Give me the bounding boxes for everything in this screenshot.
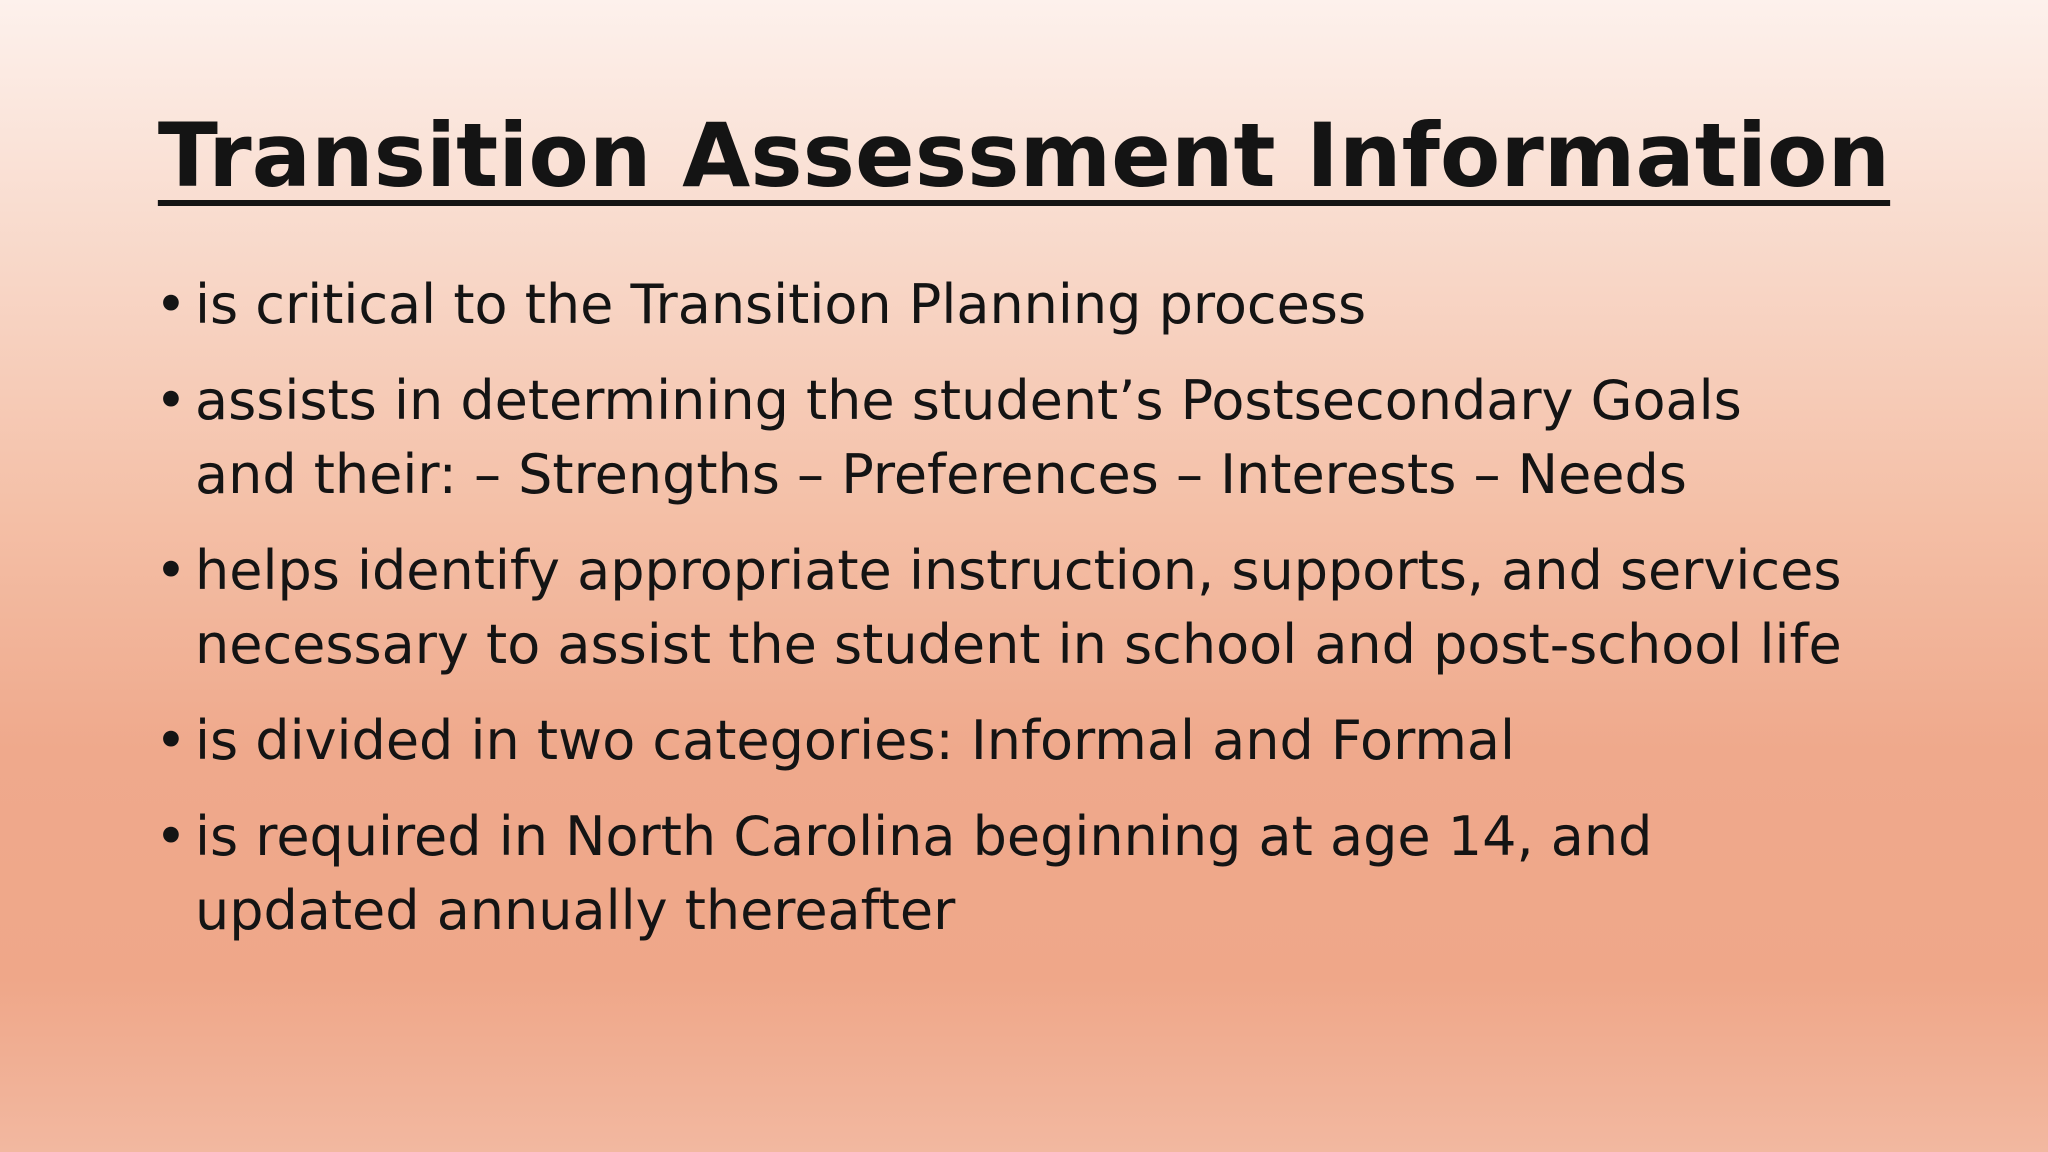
bullet-item: [155, 704, 1855, 778]
bullet-list: [155, 268, 1855, 970]
bullet-text: is required in North Carolina beginning at age 14, and updated annually thereafter: [195, 805, 1653, 942]
bullet-item: [155, 268, 1855, 342]
bullet-text: helps identify appropriate instruction, supports, and services necessary to assist the student in school and post-school life: [195, 539, 1842, 676]
bullet-dot-icon: •: [155, 709, 187, 772]
slide-title: [0, 104, 2048, 207]
bullet-dot-icon: •: [155, 539, 187, 602]
bullet-dot-icon: •: [155, 273, 187, 336]
bullet-item: [155, 534, 1855, 682]
bullet-item: [155, 800, 1855, 948]
bullet-item: [155, 364, 1855, 512]
bullet-text: is critical to the Transition Planning process: [195, 273, 1367, 336]
slide-title-text: Transition Assessment Information: [157, 104, 1891, 207]
bullet-dot-icon: •: [155, 805, 187, 868]
bullet-dot-icon: •: [155, 369, 187, 432]
bullet-text: is divided in two categories: Informal and Formal: [195, 709, 1516, 772]
bullet-text: assists in determining the student’s Postsecondary Goals and their: – Strengths – Preferences – Interests – Needs: [195, 369, 1742, 506]
